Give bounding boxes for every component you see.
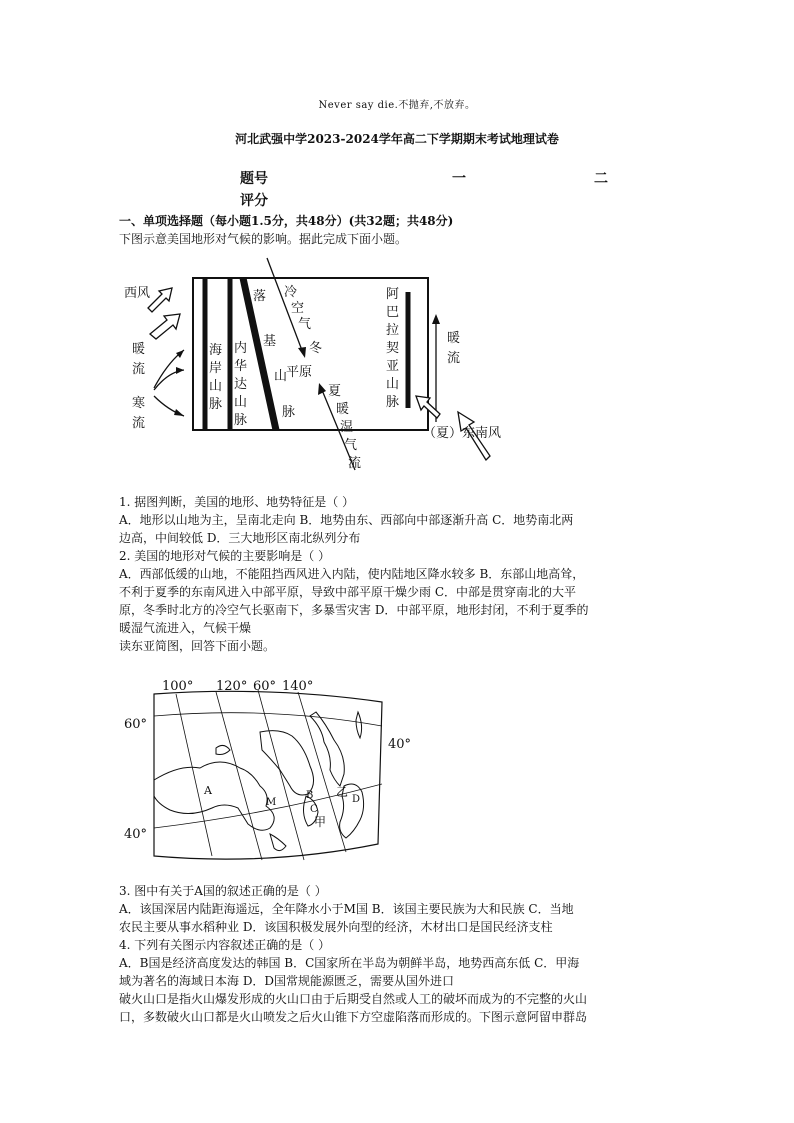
lon-label-140: 140°: [282, 679, 314, 694]
warm-current-label-1: 暖: [132, 342, 146, 357]
question-2: 2. 美国的地形对气候的主要影响是（ ）: [119, 549, 331, 563]
question-1-options-2: 边高，中间较低 D．三大地形区南北纵列分布: [119, 531, 361, 545]
svg-text:落: 落: [253, 289, 267, 304]
svg-text:岸: 岸: [209, 361, 223, 376]
west-wind-label: 西风: [124, 286, 151, 301]
score-col-1: 一: [452, 171, 466, 187]
sea-label-jia: 甲: [314, 815, 327, 829]
summer-label: 夏: [328, 384, 342, 399]
question-4-options-2: 域为著名的海域日本海 D．D国常规能源匮乏，需要从国外进口: [119, 974, 455, 988]
svg-text:内: 内: [234, 341, 248, 356]
west-wind-arrow-1: [148, 288, 172, 312]
question-3: 3. 图中有关于A国的叙述正确的是（ ）: [119, 884, 327, 898]
country-label-a: A: [204, 784, 212, 797]
country-label-b: B: [306, 790, 314, 801]
sea-label-yi: 乙: [336, 785, 349, 799]
svg-text:流: 流: [447, 351, 461, 366]
svg-text:海: 海: [209, 343, 223, 358]
svg-text:山: 山: [234, 395, 248, 410]
country-label-c: C: [310, 804, 318, 815]
cold-current-label-1: 寒: [132, 396, 146, 411]
svg-text:基: 基: [263, 334, 277, 349]
svg-text:阿: 阿: [386, 287, 400, 302]
section-intro: 下图示意美国地形对气候的影响。据此完成下面小题。: [119, 232, 408, 246]
exam-title: 河北武强中学2023-2024学年高二下学期期末考试地理试卷: [235, 132, 559, 146]
lon-label-60: 60°: [253, 679, 277, 694]
lon-120: [216, 692, 262, 860]
svg-text:脉: 脉: [234, 413, 248, 428]
east-asia-intro: 读东亚简图，回答下面小题。: [119, 639, 276, 653]
warm-current-label-2: 流: [132, 362, 146, 377]
svg-text:暖: 暖: [336, 402, 350, 417]
svg-text:契: 契: [386, 341, 400, 356]
lat-60: [154, 713, 382, 726]
se-wind-label: （夏）东南风: [423, 426, 502, 441]
question-4: 4. 下列有关图示内容叙述正确的是（ ）: [119, 938, 331, 952]
page-header: Never say die.不抛弃,不放弃。: [318, 100, 476, 111]
svg-text:气: 气: [298, 317, 312, 332]
cold-current-head: [174, 409, 184, 416]
svg-text:山: 山: [209, 379, 223, 394]
question-2-options-1: A．西部低缓的山地，不能阻挡西风进入内陆，使内陆地区降水较多 B．东部山地高耸，: [119, 567, 585, 581]
question-2-options-3: 原，冬季时北方的冷空气长驱南下，多暴雪灾害 D．中部平原，地形封闭，不利于夏季的: [119, 603, 589, 617]
svg-text:气: 气: [344, 438, 358, 453]
score-col-2: 二: [594, 171, 608, 187]
lon-100: [176, 694, 212, 856]
svg-text:山: 山: [386, 377, 400, 392]
svg-text:达: 达: [234, 377, 248, 392]
svg-text:暖: 暖: [447, 331, 461, 346]
svg-text:空: 空: [291, 301, 305, 316]
score-label-tihao: 题号: [240, 171, 268, 187]
question-1-options-1: A．地形以山地为主，呈南北走向 B．地势由东、西部向中部逐渐升高 C．地势南北两: [119, 513, 574, 527]
manchuria-outline: [260, 731, 314, 795]
plain-label: 平原: [286, 365, 313, 380]
country-label-d: D: [352, 794, 361, 805]
svg-text:山: 山: [274, 369, 288, 384]
winter-label: 冬: [309, 341, 323, 356]
question-3-options-1: A．该国深居内陆距海遥远，全年降水小于M国 B．该国主要民族为大和民族 C．当地: [119, 902, 574, 916]
us-terrain-diagram: [110, 250, 530, 475]
svg-text:湿: 湿: [340, 420, 354, 435]
caldera-paragraph-2: 口，多数破火山口都是火山喷发之后火山锥下方空虚陷落而形成的。下图示意阿留申群岛: [119, 1010, 588, 1024]
lat-label-60: 60°: [124, 717, 148, 732]
country-label-m: M: [266, 797, 277, 808]
question-2-options-4: 暖湿气流进入，气候干燥: [119, 621, 252, 635]
cold-current-label-2: 流: [132, 416, 146, 431]
lat-label-40-left: 40°: [124, 827, 148, 842]
section-heading: 一、单项选择题（每小题1.5分，共48分）(共32题；共48分): [119, 214, 454, 228]
caldera-paragraph-1: 破火山口是指火山爆发形成的火山口由于后期受自然或人工的破坏而成为的不完整的火山: [119, 992, 588, 1006]
lon-label-100: 100°: [162, 679, 194, 694]
lon-label-120: 120°: [216, 679, 248, 694]
svg-text:华: 华: [234, 359, 248, 374]
svg-text:脉: 脉: [282, 405, 296, 420]
question-3-options-2: 农民主要从事水稻种业 D．该国积极发展外向型的经济，木材出口是国民经济支柱: [119, 920, 553, 934]
svg-text:冷: 冷: [284, 285, 298, 300]
svg-text:巴: 巴: [386, 305, 400, 320]
question-2-options-2: 不利于夏季的东南风进入中部平原，导致中部平原干燥少雨 C．中部是贯穿南北的大平: [119, 585, 576, 599]
west-wind-arrow-2: [150, 314, 180, 339]
score-label-pingfen: 评分: [240, 193, 268, 209]
svg-text:拉: 拉: [386, 323, 400, 338]
svg-text:脉: 脉: [386, 395, 400, 410]
warm-current-head: [176, 350, 184, 358]
lat-label-40-right: 40°: [388, 737, 412, 752]
question-4-options-1: A．B国是经济高度发达的韩国 B．C国家所在半岛为朝鲜半岛，地势西高东低 C．甲海: [119, 956, 580, 970]
map-frame: [154, 691, 382, 859]
east-asia-map: [120, 676, 420, 864]
question-1: 1. 据图判断，美国的地形、地势特征是（ ）: [119, 495, 355, 509]
svg-text:亚: 亚: [386, 359, 400, 374]
svg-text:脉: 脉: [209, 397, 223, 412]
svg-text:流: 流: [348, 456, 362, 471]
